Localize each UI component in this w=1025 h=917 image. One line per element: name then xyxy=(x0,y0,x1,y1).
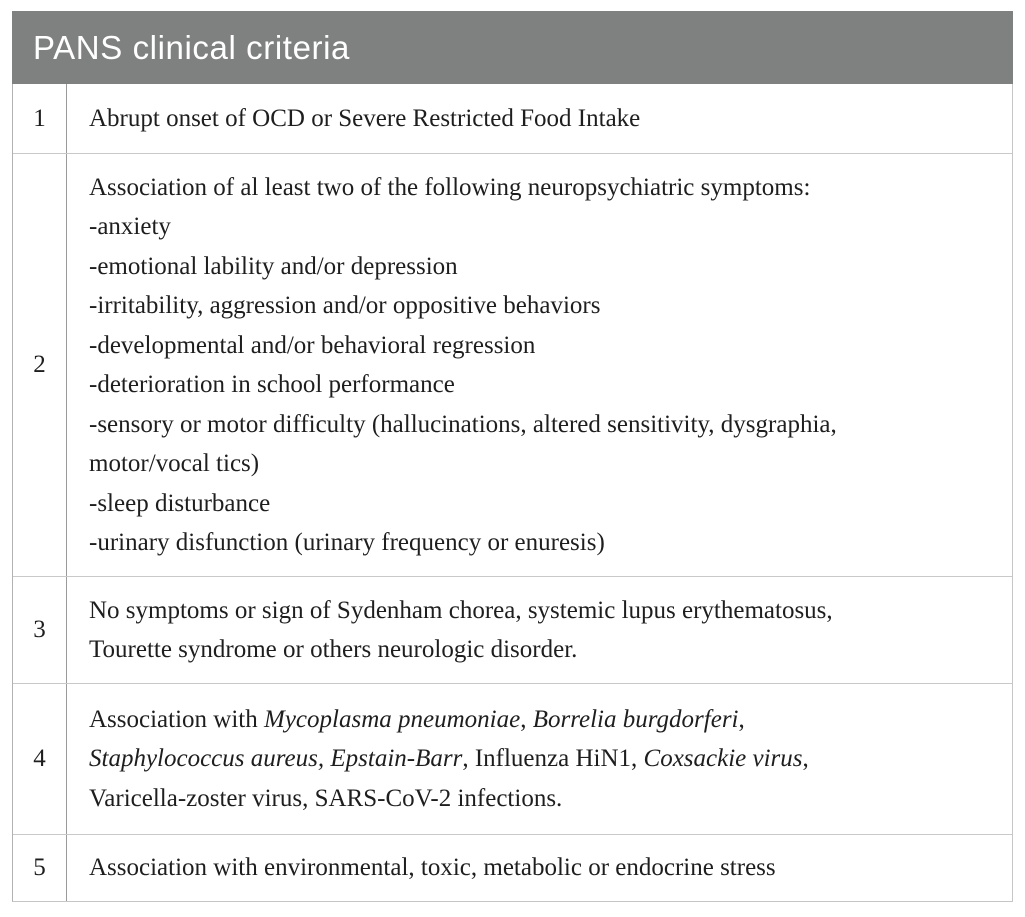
text-segment: -sleep disturbance xyxy=(89,489,271,517)
text-segment: -anxiety xyxy=(89,213,171,240)
row-number: 4 xyxy=(13,684,67,834)
table-row xyxy=(13,153,1012,576)
row-content-cell xyxy=(67,154,1012,576)
table-row xyxy=(13,834,1012,901)
row-content-text xyxy=(89,848,776,888)
row-content-cell xyxy=(67,835,1012,901)
row-content-text xyxy=(89,591,833,670)
italic-text-segment: Staphylococcus aureus, Epstain-Barr xyxy=(89,745,463,773)
italic-text-segment: Coxsackie virus xyxy=(643,745,803,773)
table-header xyxy=(12,11,1013,84)
italic-text-segment: Mycoplasma pneumoniae xyxy=(264,705,521,733)
text-segment: No symptoms or sign of Sydenham chorea, systemic lupus erythematosus, xyxy=(89,596,833,624)
row-number: 2 xyxy=(13,154,67,576)
row-content-text xyxy=(89,99,640,139)
text-segment: , xyxy=(802,745,809,773)
text-segment: Association of al least two of the following neuropsychiatric symptoms: xyxy=(89,173,811,201)
text-segment: , Influenza HiN1, xyxy=(462,745,644,773)
row-number: 1 xyxy=(13,84,67,153)
italic-text-segment: Borrelia burgdorferi xyxy=(532,705,739,733)
table-row xyxy=(13,576,1012,683)
text-segment: -emotional lability and/or depression xyxy=(89,252,458,280)
row-number: 5 xyxy=(13,835,67,901)
text-segment: motor/vocal tics) xyxy=(89,450,260,477)
text-segment: Association with xyxy=(89,705,264,733)
text-segment: -irritability, aggression and/or oppositive behaviors xyxy=(89,292,601,319)
text-segment: Varicella-zoster virus, SARS-CoV-2 infections. xyxy=(89,784,563,812)
table-body xyxy=(12,84,1013,902)
text-segment: Tourette syndrome or others neurologic disorder. xyxy=(89,636,578,663)
text-segment: -urinary disfunction (urinary frequency or enuresis) xyxy=(89,529,605,556)
text-segment: , xyxy=(738,705,745,733)
text-segment: -developmental and/or behavioral regression xyxy=(89,331,536,359)
row-content-text xyxy=(89,700,809,819)
text-segment: , xyxy=(520,705,533,733)
table-row xyxy=(13,84,1012,153)
text-segment: Association with environmental, toxic, metabolic or endocrine stress xyxy=(89,854,776,881)
row-number: 3 xyxy=(13,577,67,683)
row-content-text xyxy=(89,168,837,563)
pans-criteria-table xyxy=(12,11,1013,902)
row-content-cell xyxy=(67,577,1012,683)
text-segment: Abrupt onset of OCD or Severe Restricted Food Intake xyxy=(89,104,641,132)
text-segment: -sensory or motor difficulty (hallucinations, altered sensitivity, dysgraphia, xyxy=(89,410,837,438)
row-content-cell xyxy=(67,684,1012,834)
table-row xyxy=(13,683,1012,834)
table-title: PANS clinical criteria xyxy=(33,28,350,66)
text-segment: -deterioration in school performance xyxy=(89,371,455,398)
row-content-cell xyxy=(67,84,1012,153)
